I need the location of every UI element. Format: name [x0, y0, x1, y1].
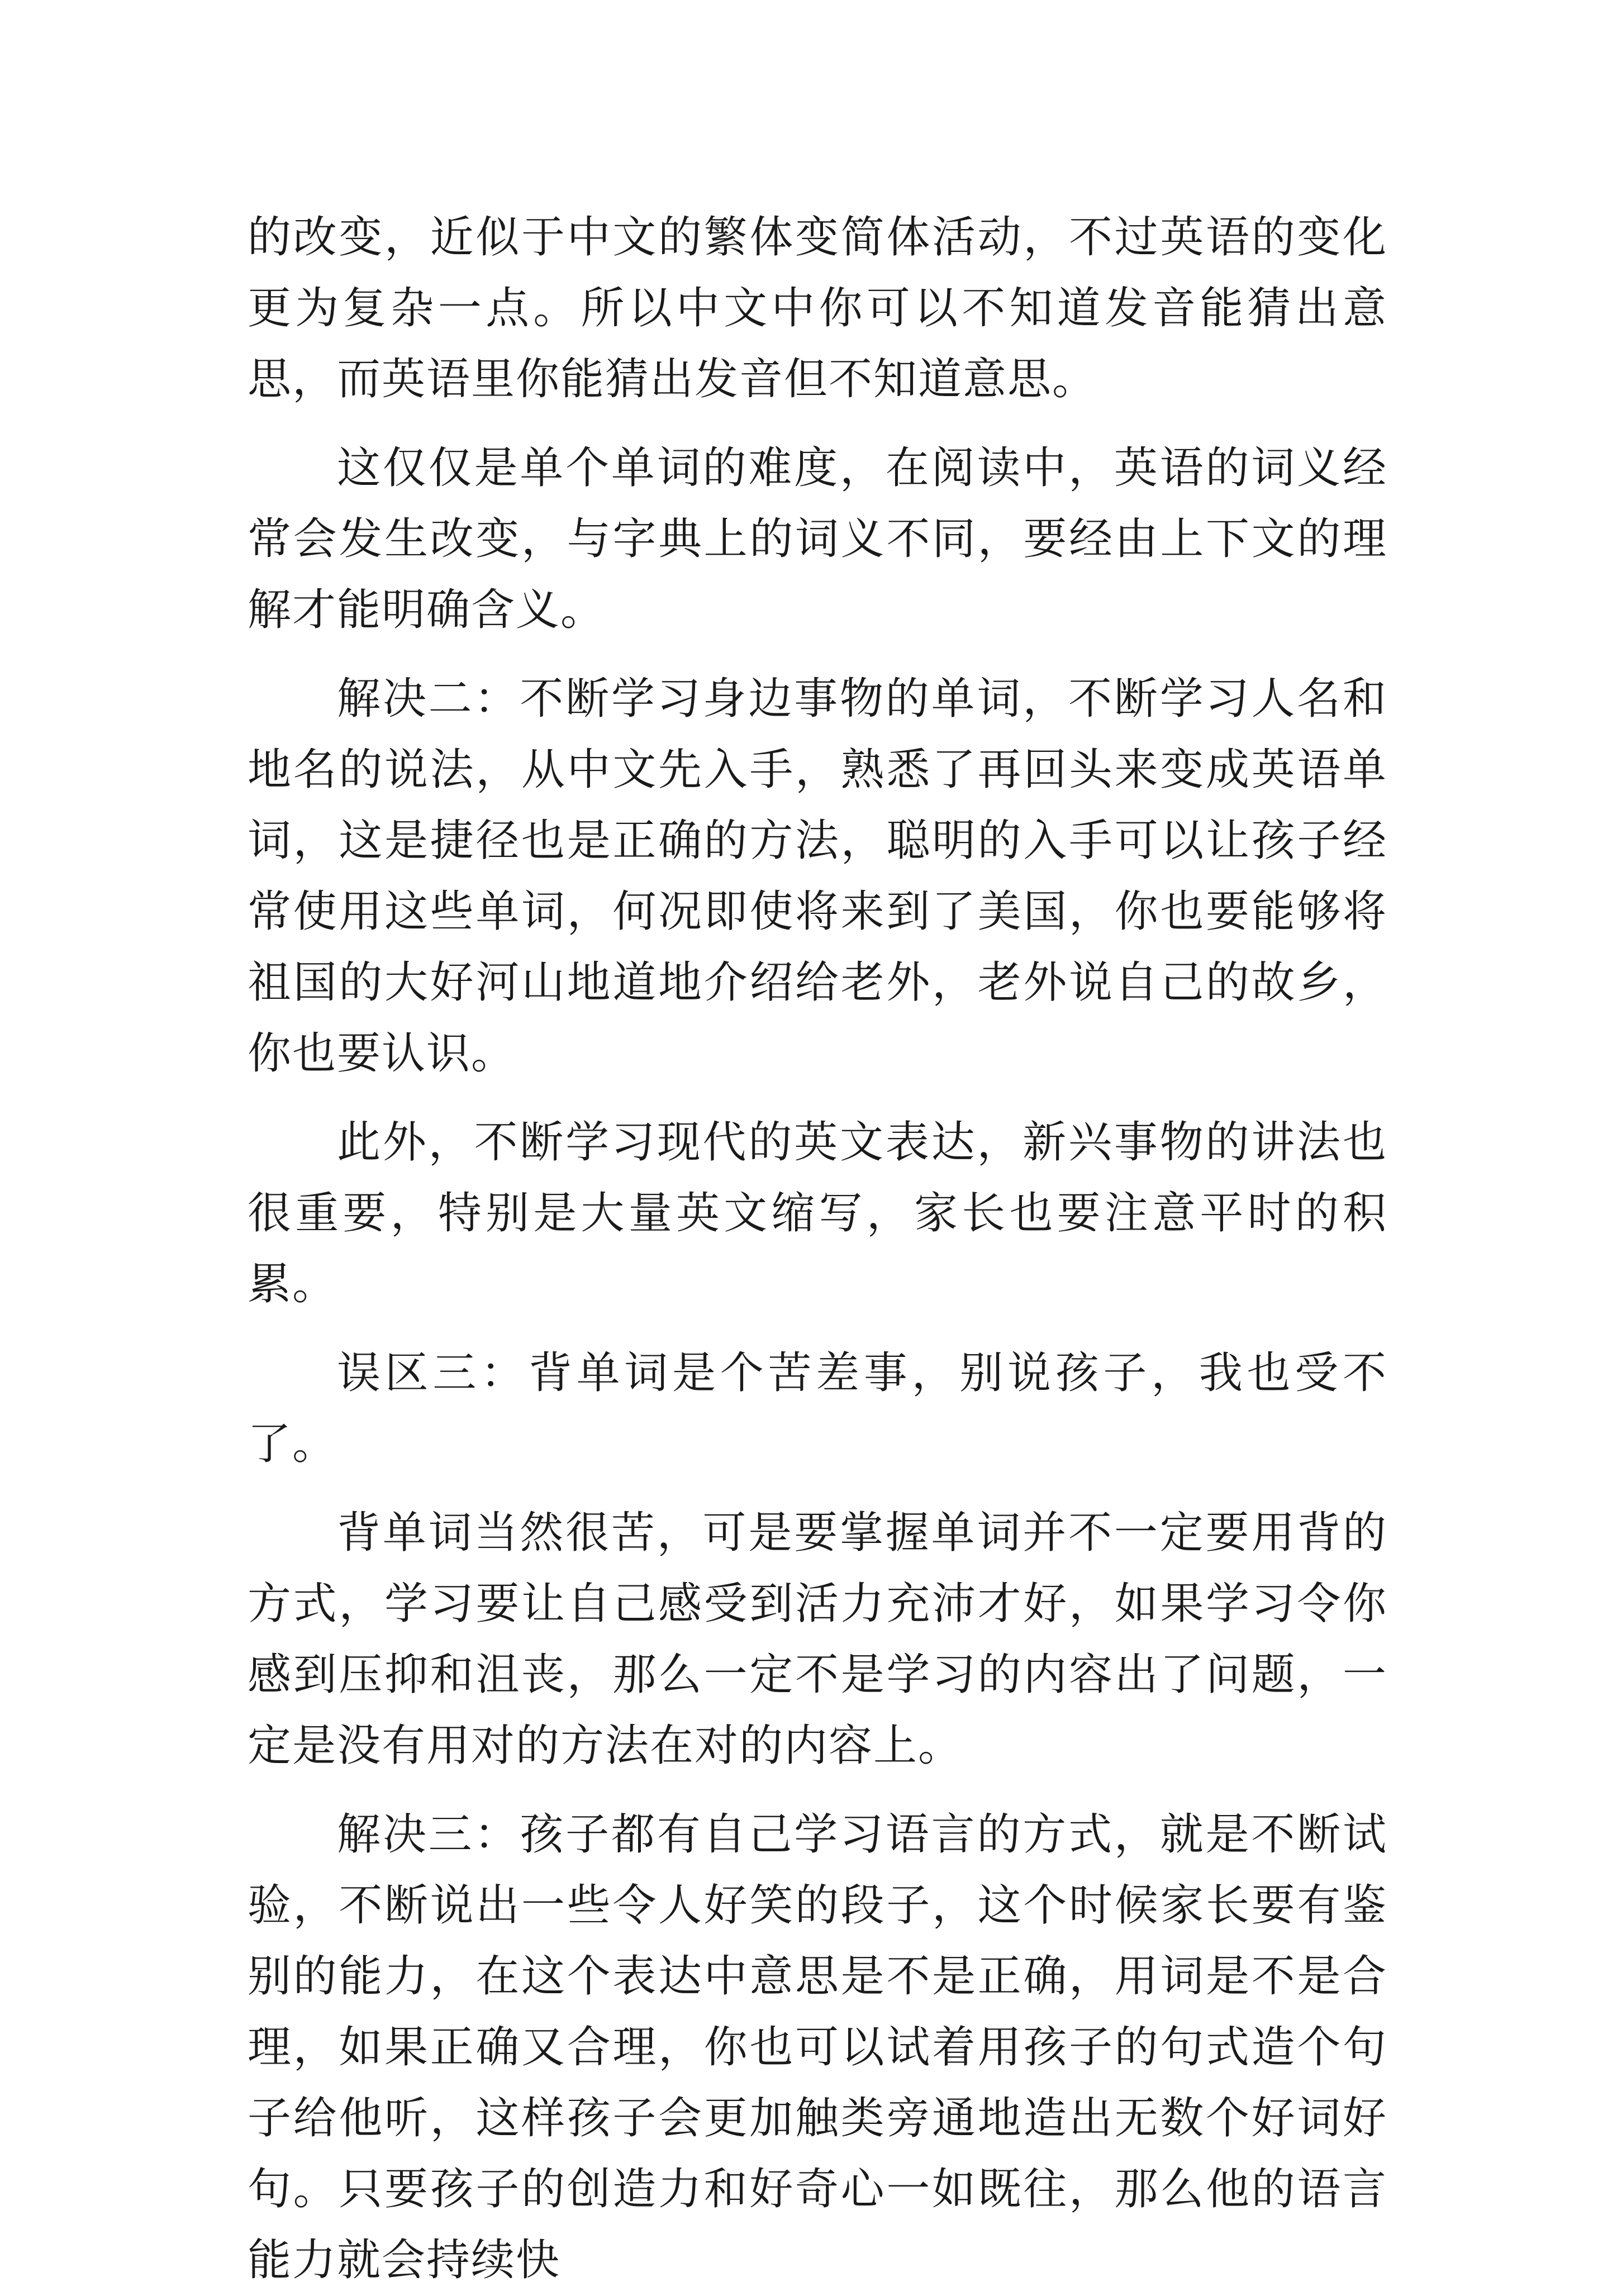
paragraph-5: 误区三：背单词是个苦差事，别说孩子，我也受不了。 [248, 1348, 1387, 1469]
document-body [248, 202, 1387, 2296]
paragraph-2: 这仅仅是单个单词的难度，在阅读中，英语的词义经常会发生改变，与字典上的词义不同，要经由上下文的理解才能明确含义。 [248, 443, 1387, 635]
paragraph-3: 解决二：不断学习身边事物的单词，不断学习人名和地名的说法，从中文先入手，熟悉了再回头来变成英语单词，这是捷径也是正确的方法，聪明的入手可以让孩子经常使用这些单词，何况即使将来到了美国，你也要能够将祖国的大好河山地道地介绍给老外，老外说自己的故乡，你也要认识。 [248, 674, 1387, 1079]
paragraph-1: 的改变，近似于中文的繁体变简体活动，不过英语的变化更为复杂一点。所以中文中你可以不知道发音能猜出意思，而英语里你能猜出发音但不知道意思。 [248, 212, 1387, 404]
paragraph-6: 背单词当然很苦，可是要掌握单词并不一定要用背的方式，学习要让自己感受到活力充沛才好，如果学习令你感到压抑和沮丧，那么一定不是学习的内容出了问题，一定是没有用对的方法在对的内容上。 [248, 1508, 1387, 1771]
paragraph-4: 此外，不断学习现代的英文表达，新兴事物的讲法也很重要，特别是大量英文缩写，家长也要注意平时的积累。 [248, 1117, 1387, 1309]
paragraph-7: 解决三：孩子都有自己学习语言的方式，就是不断试验，不断说出一些令人好笑的段子，这个时候家长要有鉴别的能力，在这个表达中意思是不是正确，用词是不是合理，如果正确又合理，你也可以试着用孩子的句式造个句子给他听，这样孩子会更加触类旁通地造出无数个好词好句。只要孩子的创造力和好奇心一如既往，那么他的语言能力就会持续快 [248, 1809, 1387, 2285]
